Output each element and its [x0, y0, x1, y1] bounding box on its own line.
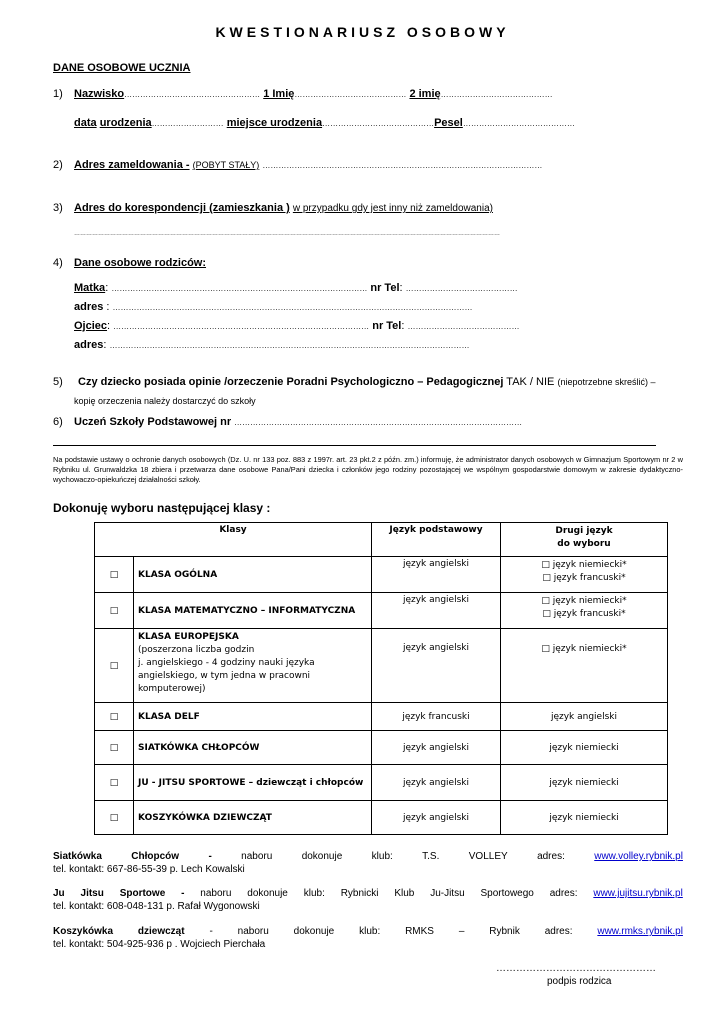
club-word: dokonuje — [301, 851, 343, 862]
club-word: adres: — [549, 888, 578, 899]
second-language-options — [501, 629, 668, 703]
club-word: Klub — [394, 888, 415, 899]
club-word: dziewcząt — [137, 926, 185, 937]
registered-address-note: (POBYT STAŁY) — [192, 160, 260, 170]
surname-label: Nazwisko — [74, 88, 125, 100]
club-line — [53, 925, 683, 938]
table-row — [95, 765, 668, 801]
class-checkbox-delf[interactable]: □ — [95, 703, 134, 731]
class-desc-line: angielskiego, w tym jedna w pracowni — [138, 671, 311, 681]
primary-school-label: Uczeń Szkoły Podstawowej nr — [74, 416, 232, 428]
class-checkbox-european[interactable]: □ — [95, 629, 134, 703]
mother-address-field[interactable]: ……………………………………………………………………………………………………………………… — [112, 303, 473, 312]
second-name-label: 2 imię — [409, 88, 441, 100]
option-german[interactable]: □ język niemiecki* — [541, 560, 627, 570]
q4-number: 4) — [53, 257, 63, 269]
club-word: Jitsu — [80, 888, 104, 899]
signature-line[interactable]: ………………………………………… — [496, 963, 656, 974]
club-contact: tel. kontakt: 608-048-131 p. Rafał Wygonowski — [53, 901, 260, 912]
q5-line — [78, 376, 656, 388]
club-word: Sportowe — [119, 888, 166, 899]
opinion-question: Czy dziecko posiada opinie /orzeczenie Poradni Psychologiczno – Pedagogicznej — [78, 376, 504, 388]
father-address-label: adres — [74, 339, 104, 351]
birth-date-field[interactable]: ……………………… — [151, 119, 224, 128]
club-word: adres: — [537, 851, 565, 862]
parents-heading: Dane osobowe rodziców: — [74, 257, 207, 269]
table-header-row — [95, 523, 668, 557]
club-word: Sportowego — [480, 888, 534, 899]
q1-number: 1) — [53, 88, 63, 100]
choice-heading: Dokonuję wyboru następującej klasy : — [53, 501, 271, 515]
class-desc-line: komputerowej) — [138, 684, 206, 694]
opinion-note: (niepotrzebne skreślić) – — [557, 377, 656, 387]
base-language: język angielski — [372, 765, 501, 801]
club-word: T.S. — [422, 851, 440, 862]
club-word: naboru — [200, 888, 232, 899]
club-contact: tel. kontakt: 667-86-55-39 p. Lech Kowalski — [53, 864, 245, 875]
pesel-field[interactable]: …………………………………… — [462, 119, 575, 128]
club-word: adres: — [544, 926, 573, 937]
class-checkbox-jujitsu[interactable]: □ — [95, 765, 134, 801]
signature-label: podpis rodzica — [547, 976, 612, 987]
birth-date-label-2: urodzenia — [99, 117, 152, 129]
table-row — [95, 593, 668, 629]
table-row — [95, 801, 668, 835]
section-heading: DANE OSOBOWE UCZNIA — [53, 62, 191, 74]
surname-field[interactable]: …………………………………………… — [124, 90, 261, 99]
option-german[interactable]: □ język niemiecki* — [541, 644, 627, 654]
club-link[interactable]: www.jujitsu.rybnik.pl — [593, 888, 683, 899]
q2-line — [74, 159, 542, 171]
class-checkbox-general[interactable]: □ — [95, 557, 134, 593]
father-address-field[interactable]: ……………………………………………………………………………………………………………………… — [109, 341, 470, 350]
second-language-options — [501, 557, 668, 593]
second-language: język niemiecki — [501, 765, 668, 801]
q3-number: 3) — [53, 202, 63, 214]
option-french[interactable]: □ język francuski* — [542, 573, 626, 583]
father-address-line: adres: ……………………………………………………………………………………………………………………… — [74, 339, 470, 351]
mother-label: Matka — [74, 282, 106, 294]
opinion-line2: kopię orzeczenia należy dostarczyć do szkoły — [74, 396, 256, 406]
correspondence-address-field[interactable]: …………………………………………………………………………………………………………………………………………………………………………………………… — [74, 231, 500, 237]
club-link[interactable]: www.rmks.rybnik.pl — [597, 926, 683, 937]
table-row — [95, 703, 668, 731]
father-field[interactable]: …………………………………………………………………………………… — [113, 322, 370, 331]
club-word: dokonuje — [247, 888, 288, 899]
q6-line — [74, 416, 522, 428]
page-title: KWESTIONARIUSZ OSOBOWY — [215, 24, 510, 40]
club-word: – — [458, 926, 465, 937]
header-classes: Klasy — [95, 523, 372, 557]
father-line: Ojciec: …………………………………………………………………………………… nr Tel: …………………………………… — [74, 320, 520, 332]
registered-address-label: Adres zameldowania - — [74, 159, 190, 171]
second-name-field[interactable]: …………………………………… — [440, 90, 553, 99]
correspondence-address-label: Adres do korespondencji (zamieszkania ) — [74, 202, 290, 214]
club-volleyball — [53, 850, 683, 876]
mother-tel-field[interactable]: …………………………………… — [405, 284, 518, 293]
class-name-european — [134, 629, 372, 703]
club-word: Rybnicki — [340, 888, 379, 899]
q1-line1 — [74, 88, 553, 100]
club-word: klub: — [303, 888, 325, 899]
father-tel-field[interactable]: …………………………………… — [407, 322, 520, 331]
header-base-language: Język podstawowy — [372, 523, 501, 557]
club-word: - — [181, 888, 185, 899]
primary-school-field[interactable]: ……………………………………………………………………………………………… — [234, 418, 523, 427]
q6-number: 6) — [53, 416, 63, 428]
second-language: język angielski — [501, 703, 668, 731]
mother-line: Matka: …………………………………………………………………………………… nr Tel: …………………………………… — [74, 282, 518, 294]
birth-date-label: data — [74, 117, 97, 129]
table-row — [95, 629, 668, 703]
second-language-options — [501, 593, 668, 629]
father-tel-label: nr Tel — [372, 320, 402, 332]
yes-no-choice[interactable]: TAK / NIE — [506, 376, 555, 388]
first-name-field[interactable]: …………………………………… — [294, 90, 407, 99]
club-jujitsu — [53, 887, 683, 913]
club-word: Ju — [53, 888, 65, 899]
table-row — [95, 731, 668, 765]
club-contact: tel. kontakt: 504-925-936 p . Wojciech Pierchała — [53, 939, 266, 950]
club-word: Siatkówka — [53, 851, 102, 862]
club-word: dokonuje — [293, 926, 335, 937]
club-word: - — [208, 851, 212, 862]
club-word: klub: — [359, 926, 381, 937]
mother-field[interactable]: …………………………………………………………………………………… — [111, 284, 368, 293]
club-word: naboru — [237, 926, 269, 937]
base-language: język francuski — [372, 703, 501, 731]
table-row — [95, 557, 668, 593]
q1-line2 — [74, 117, 575, 129]
q3-line — [74, 202, 493, 214]
base-language: język angielski — [372, 731, 501, 765]
class-table — [94, 522, 668, 835]
club-basketball — [53, 925, 683, 951]
class-name: KLASA OGÓLNA — [134, 557, 372, 593]
registered-address-field[interactable]: …………………………………………………………………………………………… — [262, 161, 543, 170]
class-name: KLASA EUROPEJSKA — [138, 632, 239, 642]
class-name: JU - JITSU SPORTOWE – dziewcząt i chłopców — [134, 765, 372, 801]
club-line — [53, 887, 683, 900]
base-language: język angielski — [372, 593, 501, 629]
q2-number: 2) — [53, 159, 63, 171]
base-language: język angielski — [372, 801, 501, 835]
class-name: KLASA MATEMATYCZNO – INFORMATYCZNA — [134, 593, 372, 629]
second-language: język niemiecki — [501, 801, 668, 835]
club-line — [53, 850, 683, 863]
class-desc-line: j. angielskiego - 4 godziny nauki języka — [138, 658, 315, 668]
legal-note: Na podstawie ustawy o ochronie danych osobowych (Dz. U. nr 133 poz. 883 z 1997r. art. 23 pkt.2 z późn. zm.) informuję, że administrator danych osobowych w Gimnazjum Sportowym nr 2 w Rybniku ul. Grunwaldzka 18 zbiera i przetwarza dane osobowe Pana/Pani dziecka i członków jego rodziny pozostającej we wspólnym gospodarstwie domowym w zakresie dydaktyczno-wychowaczo-opiekuńczej działalności szkoły. — [53, 455, 683, 484]
second-language: język niemiecki — [501, 731, 668, 765]
class-name: SIATKÓWKA CHŁOPCÓW — [134, 731, 372, 765]
birth-place-label: miejsce urodzenia — [226, 117, 323, 129]
class-name: KLASA DELF — [134, 703, 372, 731]
club-word: Ju-Jitsu — [430, 888, 465, 899]
mother-address-label: adres — [74, 301, 104, 313]
club-word: klub: — [371, 851, 393, 862]
correspondence-address-note: w przypadku gdy jest inny niż zameldowania) — [292, 203, 493, 214]
option-french[interactable]: □ język francuski* — [542, 609, 626, 619]
option-german[interactable]: □ język niemiecki* — [541, 596, 627, 606]
father-label: Ojciec — [74, 320, 108, 332]
divider — [53, 445, 656, 446]
mother-address-line: adres : ……………………………………………………………………………………………………………………… — [74, 301, 473, 313]
club-word: Rybnik — [489, 926, 520, 937]
header-second-language-line1: Drugi język — [555, 526, 613, 536]
class-name: KOSZYKÓWKA DZIEWCZĄT — [134, 801, 372, 835]
class-checkbox-volleyball[interactable]: □ — [95, 731, 134, 765]
header-second-language-line2: do wyboru — [557, 539, 611, 549]
club-link[interactable]: www.volley.rybnik.pl — [594, 851, 683, 862]
club-word: VOLLEY — [468, 851, 508, 862]
pesel-label: Pesel — [434, 117, 463, 129]
club-word: RMKS — [405, 926, 434, 937]
first-name-label: 1 Imię — [263, 88, 295, 100]
class-desc-line: (poszerzona liczba godzin — [138, 645, 255, 655]
club-word: Chłopców — [131, 851, 180, 862]
club-word: - — [209, 926, 213, 937]
class-checkbox-basketball[interactable]: □ — [95, 801, 134, 835]
club-word: naboru — [241, 851, 273, 862]
mother-tel-label: nr Tel — [370, 282, 400, 294]
club-word: Koszykówka — [53, 926, 114, 937]
birth-place-field[interactable]: …………………………………… — [322, 119, 435, 128]
class-checkbox-math[interactable]: □ — [95, 593, 134, 629]
base-language: język angielski — [372, 629, 501, 703]
base-language: język angielski — [372, 557, 501, 593]
header-second-language — [501, 523, 668, 557]
q5-number: 5) — [53, 376, 63, 388]
